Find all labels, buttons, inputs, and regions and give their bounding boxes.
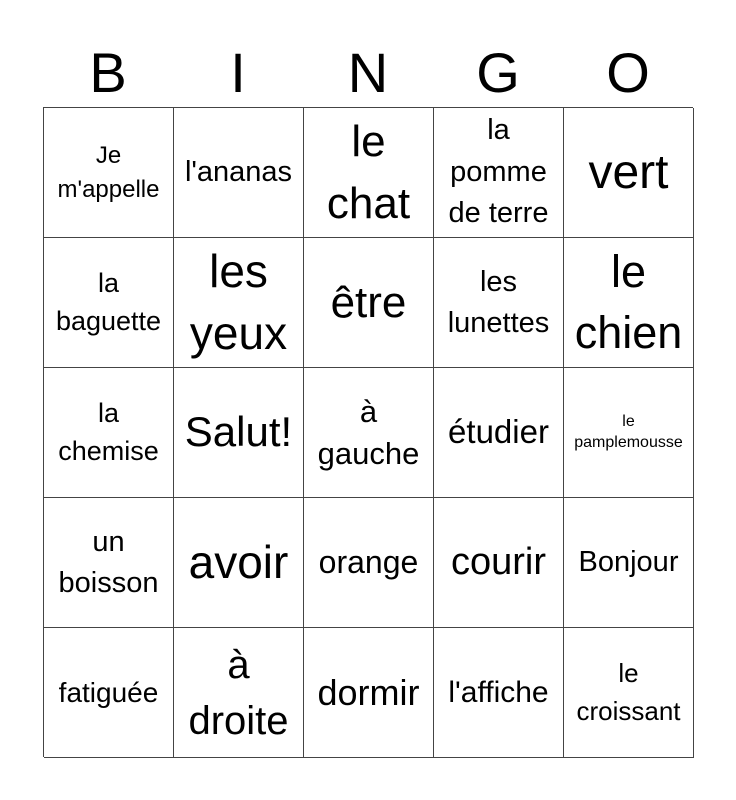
bingo-cell[interactable] bbox=[44, 368, 174, 498]
cell-text: le croissant bbox=[576, 657, 681, 726]
cell-text: à gauche bbox=[317, 393, 420, 471]
bingo-cell[interactable] bbox=[434, 368, 564, 498]
cell-text: à droite bbox=[188, 642, 289, 743]
cell-text: les yeux bbox=[189, 245, 288, 359]
cell-text: le chat bbox=[326, 116, 411, 228]
bingo-cell[interactable] bbox=[564, 108, 694, 238]
cell-text: l'ananas bbox=[184, 155, 293, 188]
cell-text: le chien bbox=[574, 245, 683, 358]
cell-text: Salut! bbox=[184, 408, 293, 456]
header-letter-b: B bbox=[89, 41, 127, 104]
bingo-cell[interactable] bbox=[44, 628, 174, 758]
header-letter-g: G bbox=[476, 41, 520, 104]
cell-text: la baguette bbox=[55, 267, 162, 336]
bingo-cell[interactable] bbox=[174, 238, 304, 368]
cell-text: un boisson bbox=[58, 525, 159, 599]
cell-text: avoir bbox=[188, 536, 289, 589]
bingo-cell[interactable] bbox=[44, 498, 174, 628]
cell-text: l'affiche bbox=[448, 676, 549, 709]
bingo-cell[interactable] bbox=[304, 368, 434, 498]
bingo-header bbox=[43, 40, 693, 106]
cell-text: étudier bbox=[448, 413, 549, 451]
bingo-cell[interactable] bbox=[434, 628, 564, 758]
cell-text: être bbox=[330, 277, 407, 327]
bingo-cell[interactable] bbox=[174, 368, 304, 498]
bingo-cell[interactable] bbox=[564, 498, 694, 628]
cell-text: vert bbox=[588, 145, 669, 199]
bingo-cell[interactable] bbox=[434, 238, 564, 368]
bingo-cell[interactable] bbox=[304, 108, 434, 238]
bingo-cell[interactable] bbox=[174, 108, 304, 238]
cell-text: fatiguée bbox=[58, 676, 159, 708]
bingo-cell[interactable] bbox=[44, 108, 174, 238]
cell-text: Bonjour bbox=[578, 545, 679, 578]
bingo-cell[interactable] bbox=[564, 628, 694, 758]
cell-text: la pomme de terre bbox=[448, 114, 549, 230]
bingo-cell[interactable] bbox=[44, 238, 174, 368]
header-letter-i: I bbox=[230, 41, 246, 104]
cell-text: les lunettes bbox=[447, 265, 550, 339]
bingo-cell[interactable] bbox=[174, 498, 304, 628]
bingo-cell[interactable] bbox=[564, 238, 694, 368]
cell-text: Je m'appelle bbox=[57, 141, 160, 203]
bingo-board bbox=[43, 107, 693, 757]
header-letter-n: N bbox=[347, 41, 389, 104]
bingo-cell[interactable] bbox=[434, 498, 564, 628]
cell-text: courir bbox=[450, 540, 547, 583]
cell-text: la chemise bbox=[58, 397, 159, 466]
bingo-cell[interactable] bbox=[434, 108, 564, 238]
bingo-cell[interactable] bbox=[304, 628, 434, 758]
bingo-cell[interactable] bbox=[564, 368, 694, 498]
bingo-cell[interactable] bbox=[304, 238, 434, 368]
cell-text: orange bbox=[318, 543, 419, 580]
bingo-cell[interactable] bbox=[304, 498, 434, 628]
cell-text: le pamplemousse bbox=[574, 412, 683, 451]
header-letter-o: O bbox=[606, 41, 650, 104]
cell-text: dormir bbox=[317, 671, 420, 713]
bingo-cell[interactable] bbox=[174, 628, 304, 758]
